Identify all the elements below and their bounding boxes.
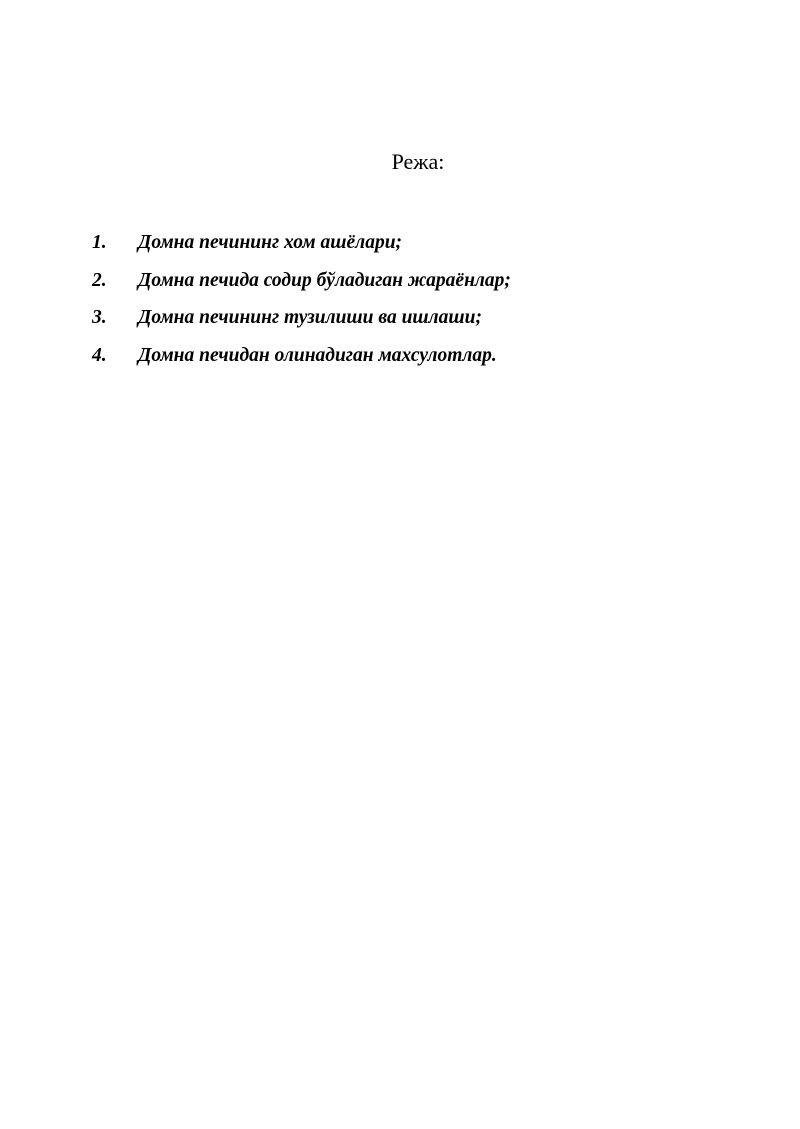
list-item-text: Домна печининг тузилиши ва ишлаши; [138, 307, 483, 328]
page-title: Режа: [391, 149, 445, 174]
list-item-text: Домна печида содир бўладиган жараёнлар; [138, 269, 511, 291]
list-item-text: Домна печидан олинадиган махсулотлар. [138, 344, 497, 366]
list-item-number: 1. [92, 232, 107, 253]
list-item-number: 2. [92, 269, 107, 291]
list-item [92, 341, 511, 379]
list-item [92, 228, 511, 266]
list-item-number: 4. [92, 344, 107, 366]
list-item-text: Домна печининг хом ашёлари; [138, 232, 403, 253]
list-item [92, 266, 511, 304]
plan-list [92, 228, 511, 378]
list-item [92, 303, 511, 341]
list-item-number: 3. [92, 307, 107, 328]
